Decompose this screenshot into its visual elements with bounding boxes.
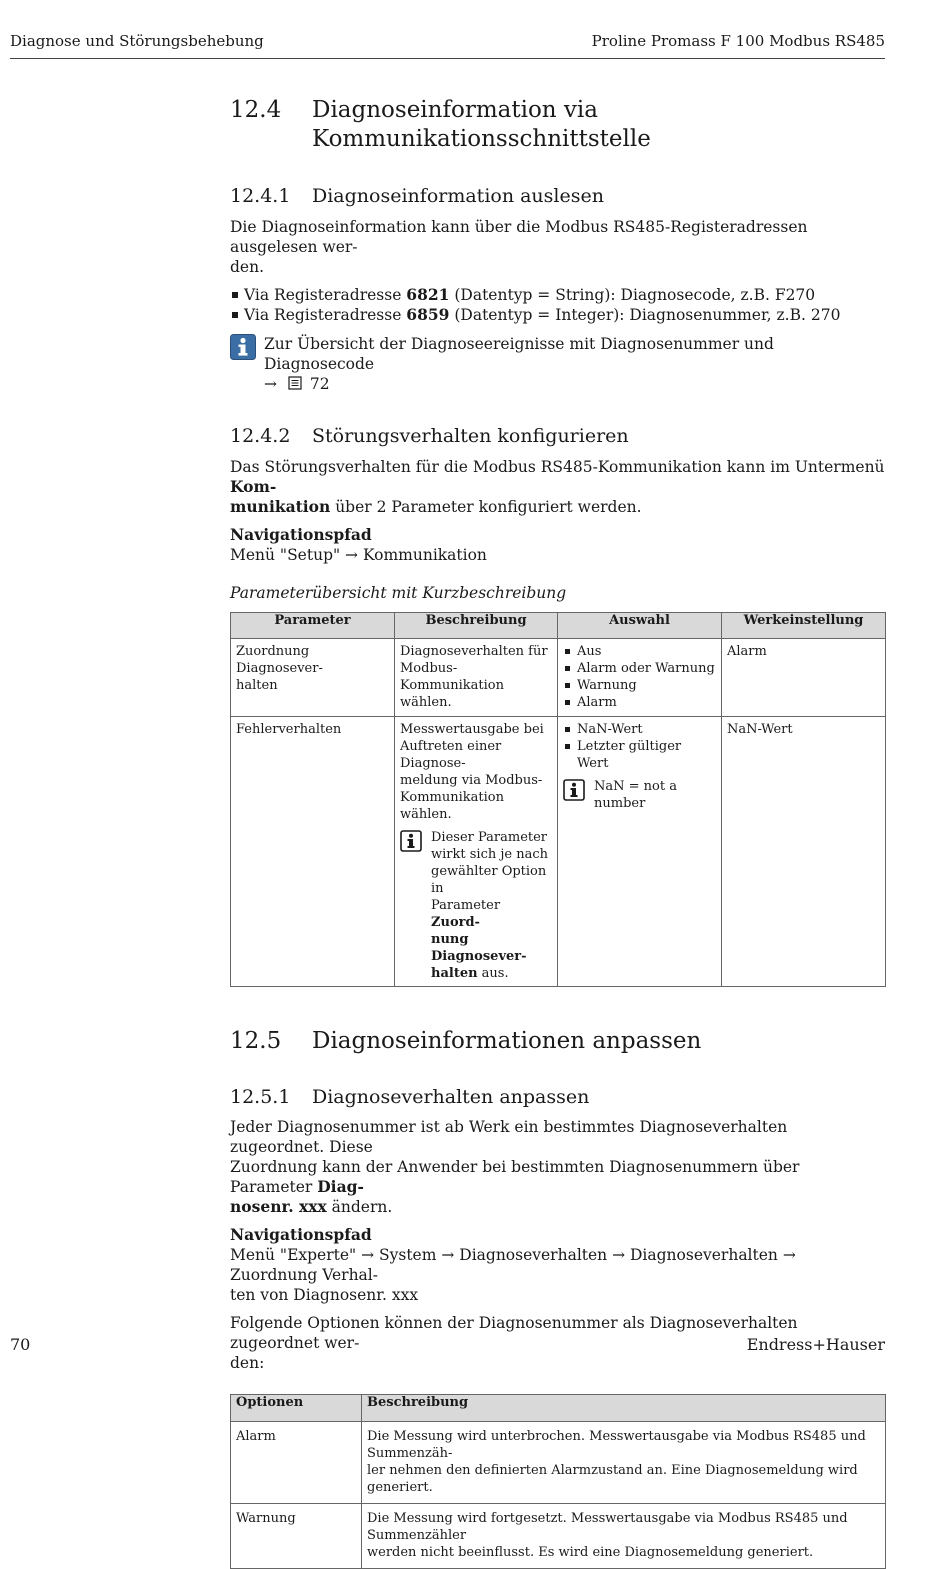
column-header: Parameter	[231, 613, 395, 639]
desc-cell: Messwertausgabe bei Auftreten einer Diagnose- meldung via Modbus- Kommunikation wählen. Dieser Parameter wirkt sich je nach gewählter Option in Parameter Zuord- nung Diagnosever- halten aus.	[395, 717, 558, 987]
info-icon	[563, 779, 585, 801]
list-item: Letzter gültiger Wert	[563, 738, 716, 772]
options-intro: Folgende Optionen können der Diagnosenummer als Diagnoseverhalten zugeordnet wer- den:	[230, 1314, 798, 1372]
table-row	[231, 717, 886, 987]
default-cell: NaN-Wert	[722, 717, 886, 987]
section-number: 12.4.2	[230, 425, 291, 447]
list-item: Alarm oder Warnung	[563, 660, 716, 677]
section-title: Störungsverhalten konfigurieren	[312, 425, 629, 447]
page-header	[10, 30, 885, 59]
page-reference-link[interactable]: 72	[309, 375, 330, 393]
info-icon	[230, 334, 256, 360]
list-item: NaN-Wert	[563, 721, 716, 738]
page-number: 70	[10, 1335, 31, 1354]
section-heading-12-4	[230, 96, 885, 154]
table-row	[231, 639, 886, 717]
options-table	[230, 1394, 886, 1569]
column-header: Beschreibung	[362, 1395, 886, 1422]
arrow-icon: →	[264, 375, 277, 393]
info-icon	[400, 830, 422, 852]
nav-path: Menü "Experte" → System → Diagnoseverhalten → Diagnoseverhalten → Zuordnung Verhal- ten von Diagnosenr. xxx	[230, 1246, 796, 1304]
note-text: NaN = not a number	[594, 779, 677, 811]
table-header-row	[231, 1395, 886, 1422]
param-cell: Fehlerverhalten	[231, 717, 395, 987]
note-text: Zur Übersicht der Diagnoseereignisse mit Diagnosenummer und Diagnosecode → 72	[264, 335, 774, 393]
section-title: Diagnoseverhalten anpassen	[312, 1086, 590, 1108]
desc-cell: Die Messung wird fortgesetzt. Messwertausgabe via Modbus RS485 und Summenzähler werden nicht beeinflusst. Es wird eine Diagnosemeldung generiert.	[362, 1504, 886, 1569]
page-reference-icon	[288, 376, 302, 390]
options-list	[563, 721, 716, 772]
section-heading-12-5	[230, 1027, 885, 1056]
options-cell	[558, 639, 722, 717]
column-header: Auswahl	[558, 613, 722, 639]
option-cell: Alarm	[231, 1422, 362, 1504]
nav-path-label: Navigationspfad	[230, 525, 372, 544]
column-header: Optionen	[231, 1395, 362, 1422]
list-item: Via Registeradresse 6859 (Datentyp = Integer): Diagnosenummer, z.B. 270	[230, 305, 885, 325]
section-title: Diagnoseinformationen anpassen	[312, 1028, 702, 1054]
section-number: 12.4	[230, 97, 282, 123]
section-title: Diagnoseinformation auslesen	[312, 185, 604, 207]
table-caption: Parameterübersicht mit Kurzbeschreibung	[230, 584, 567, 602]
nav-path: Menü "Setup" → Kommunikation	[230, 546, 487, 564]
nav-path-label: Navigationspfad	[230, 1225, 372, 1244]
register-list	[230, 285, 885, 325]
info-note	[230, 334, 885, 394]
cell-info-note	[400, 829, 552, 982]
option-cell: Warnung	[231, 1504, 362, 1569]
table-header-row	[231, 613, 886, 639]
options-cell	[558, 717, 722, 987]
desc-cell: Diagnoseverhalten für Modbus-Kommunikation wählen.	[395, 639, 558, 717]
header-chapter: Diagnose und Störungsbehebung	[10, 32, 264, 50]
list-item: Alarm	[563, 694, 716, 711]
section-number: 12.4.1	[230, 185, 291, 207]
list-item: Via Registeradresse 6821 (Datentyp = String): Diagnosecode, z.B. F270	[230, 285, 885, 305]
section-heading-12-5-1	[230, 1085, 885, 1109]
param-cell: Zuordnung Diagnosever- halten	[231, 639, 395, 717]
intro-paragraph: Jeder Diagnosenummer ist ab Werk ein bestimmtes Diagnoseverhalten zugeordnet. Diese Zuordnung kann der Anwender bei bestimmten Diagnosenummern über Parameter Diag- nosenr. xxx ändern.	[230, 1118, 800, 1216]
list-item: Warnung	[563, 677, 716, 694]
options-list	[563, 643, 716, 711]
intro-paragraph: Die Diagnoseinformation kann über die Modbus RS485-Registeradressen ausgelesen wer- den.	[230, 218, 808, 276]
cell-info-note	[563, 778, 716, 812]
section-number: 12.5.1	[230, 1086, 291, 1108]
section-title: Diagnoseinformation via Kommunikationsschnittstelle	[312, 97, 651, 152]
parameter-table	[230, 612, 886, 987]
default-cell: Alarm	[722, 639, 886, 717]
section-heading-12-4-2	[230, 424, 885, 448]
section-number: 12.5	[230, 1028, 282, 1054]
table-row	[231, 1422, 886, 1504]
note-text: Dieser Parameter wirkt sich je nach gewählter Option in Parameter Zuord- nung Diagnosever- halten aus.	[431, 830, 548, 981]
brand-name: Endress+Hauser	[746, 1335, 885, 1354]
intro-paragraph: Das Störungsverhalten für die Modbus RS485-Kommunikation kann im Untermenü Kom- munikation über 2 Parameter konfiguriert werden.	[230, 458, 885, 516]
section-heading-12-4-1	[230, 184, 885, 208]
list-item: Aus	[563, 643, 716, 660]
column-header: Werkeinstellung	[722, 613, 886, 639]
header-product: Proline Promass F 100 Modbus RS485	[591, 32, 885, 50]
column-header: Beschreibung	[395, 613, 558, 639]
desc-cell: Die Messung wird unterbrochen. Messwertausgabe via Modbus RS485 und Summenzäh- ler nehmen den definierten Alarmzustand an. Eine Diagnosemeldung wird generiert.	[362, 1422, 886, 1504]
table-row	[231, 1504, 886, 1569]
